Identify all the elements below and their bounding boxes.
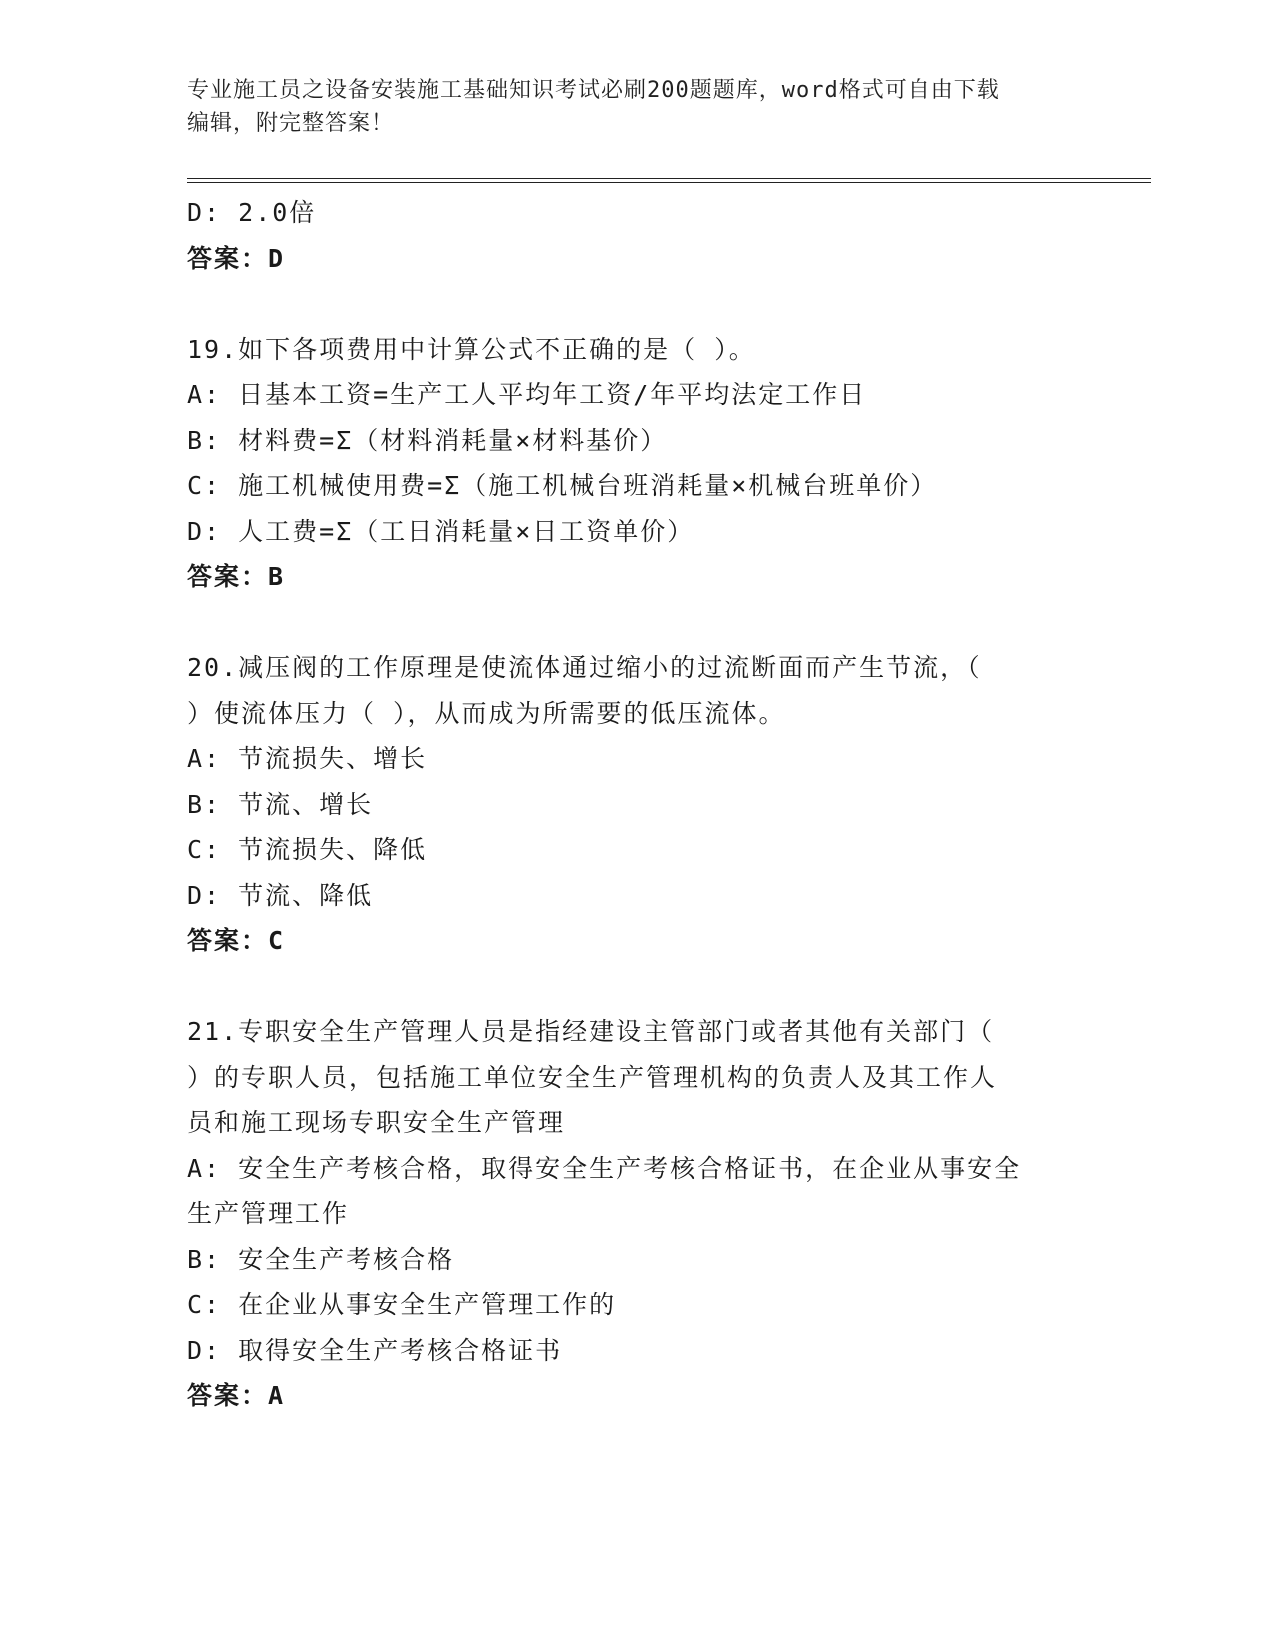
question-stem-line-1: 21.专职安全生产管理人员是指经建设主管部门或者其他有关部门（	[187, 1017, 995, 1046]
header-title-line-2: 编辑，附完整答案！	[187, 111, 395, 136]
option-a: A: 节流损失、增长	[187, 744, 428, 773]
option-c: C: 施工机械使用费=Σ（施工机械台班消耗量×机械台班单价）	[187, 471, 938, 500]
option-d: D: 人工费=Σ（工日消耗量×日工资单价）	[187, 516, 695, 546]
option-b: B: 安全生产考核合格	[187, 1244, 455, 1274]
question-stem-line-2: ）的专职人员，包括施工单位安全生产管理机构的负责人及其工作人	[187, 1062, 998, 1092]
answer: 答案：C	[187, 926, 286, 955]
question-list	[187, 190, 1087, 1419]
spacer	[187, 281, 1087, 327]
question-stem-line-1: 20.减压阀的工作原理是使流体通过缩小的过流断面而产生节流，（	[187, 653, 982, 682]
question-19	[187, 327, 1087, 600]
option-c: C: 在企业从事安全生产管理工作的	[187, 1290, 617, 1319]
option-c: C: 节流损失、降低	[187, 835, 428, 864]
option-b: B: 节流、增长	[187, 789, 374, 819]
option-d: D: 取得安全生产考核合格证书	[187, 1335, 563, 1365]
spacer	[187, 600, 1087, 646]
spacer	[187, 964, 1087, 1010]
option-d: D: 节流、降低	[187, 880, 374, 910]
question-20	[187, 645, 1087, 964]
prev-answer: 答案：D	[187, 243, 286, 273]
question-stem-line-2: ）使流体压力（ ），从而成为所需要的低压流体。	[187, 698, 786, 728]
option-a: A: 日基本工资=生产工人平均年工资/年平均法定工作日	[187, 380, 867, 409]
answer: 答案：B	[187, 562, 286, 591]
question-21	[187, 1009, 1087, 1419]
option-a-line-1: A: 安全生产考核合格，取得安全生产考核合格证书，在企业从事安全	[187, 1153, 1022, 1183]
option-a-line-2: 生产管理工作	[187, 1199, 350, 1228]
question-stem: 19.如下各项费用中计算公式不正确的是（ ）。	[187, 334, 756, 364]
question-stem-line-3: 员和施工现场专职安全生产管理	[187, 1108, 566, 1137]
document-header	[187, 74, 1067, 140]
header-title-line-1: 专业施工员之设备安装施工基础知识考试必刷200题题库，word格式可自由下载	[187, 78, 1000, 103]
answer: 答案：A	[187, 1381, 286, 1410]
option-b: B: 材料费=Σ（材料消耗量×材料基价）	[187, 425, 668, 455]
prev-option-d: D: 2.0倍	[187, 198, 317, 227]
header-divider	[187, 178, 1151, 183]
